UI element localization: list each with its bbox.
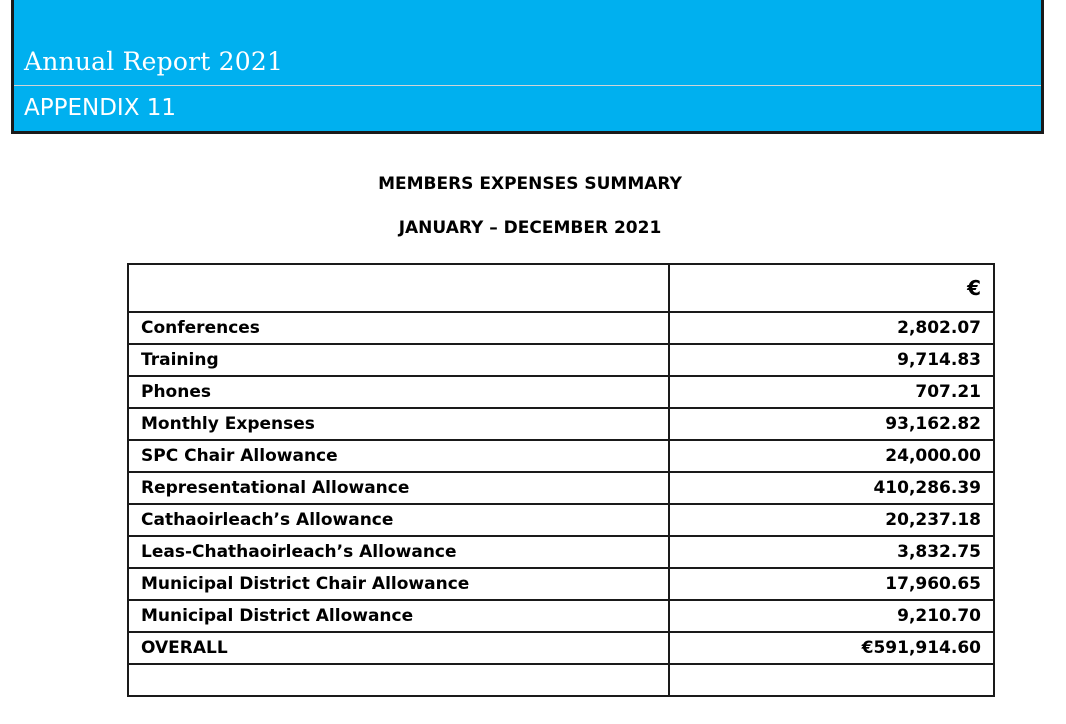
table-row — [128, 568, 994, 600]
row-amount: 17,960.65 — [669, 568, 994, 600]
row-amount: 2,802.07 — [669, 312, 994, 344]
row-label: Phones — [128, 376, 669, 408]
row-amount: 410,286.39 — [669, 472, 994, 504]
row-amount: 9,210.70 — [669, 600, 994, 632]
row-label: Training — [128, 344, 669, 376]
banner-divider — [14, 85, 1041, 86]
row-label: Municipal District Allowance — [128, 600, 669, 632]
table-row — [128, 440, 994, 472]
table-row — [128, 376, 994, 408]
table-row — [128, 312, 994, 344]
table-row — [128, 600, 994, 632]
blank-row — [128, 664, 994, 696]
row-label: Cathaoirleach’s Allowance — [128, 504, 669, 536]
document-period — [0, 218, 1066, 238]
table-row — [128, 408, 994, 440]
appendix-label: APPENDIX 11 — [24, 95, 177, 121]
table-row — [128, 344, 994, 376]
row-amount: 24,000.00 — [669, 440, 994, 472]
currency-header: € — [669, 264, 994, 312]
table-row — [128, 536, 994, 568]
blank-label-cell — [128, 664, 669, 696]
report-banner — [11, 0, 1044, 134]
row-label: Conferences — [128, 312, 669, 344]
total-row — [128, 632, 994, 664]
row-amount: 707.21 — [669, 376, 994, 408]
table-row — [128, 504, 994, 536]
blank-amount-cell — [669, 664, 994, 696]
row-amount: 93,162.82 — [669, 408, 994, 440]
report-title: Annual Report 2021 — [24, 47, 284, 76]
total-label: OVERALL — [128, 632, 669, 664]
table-header-row — [128, 264, 994, 312]
row-label: SPC Chair Allowance — [128, 440, 669, 472]
expenses-table — [127, 263, 995, 697]
total-amount: €591,914.60 — [669, 632, 994, 664]
row-label: Monthly Expenses — [128, 408, 669, 440]
row-label: Leas-Chathaoirleach’s Allowance — [128, 536, 669, 568]
table-row — [128, 472, 994, 504]
document-period-text: JANUARY – DECEMBER 2021 — [398, 218, 662, 238]
row-amount: 3,832.75 — [669, 536, 994, 568]
header-label-cell — [128, 264, 669, 312]
row-amount: 9,714.83 — [669, 344, 994, 376]
row-amount: 20,237.18 — [669, 504, 994, 536]
document-heading — [0, 174, 1066, 194]
row-label: Representational Allowance — [128, 472, 669, 504]
document-heading-text: MEMBERS EXPENSES SUMMARY — [378, 174, 682, 194]
row-label: Municipal District Chair Allowance — [128, 568, 669, 600]
